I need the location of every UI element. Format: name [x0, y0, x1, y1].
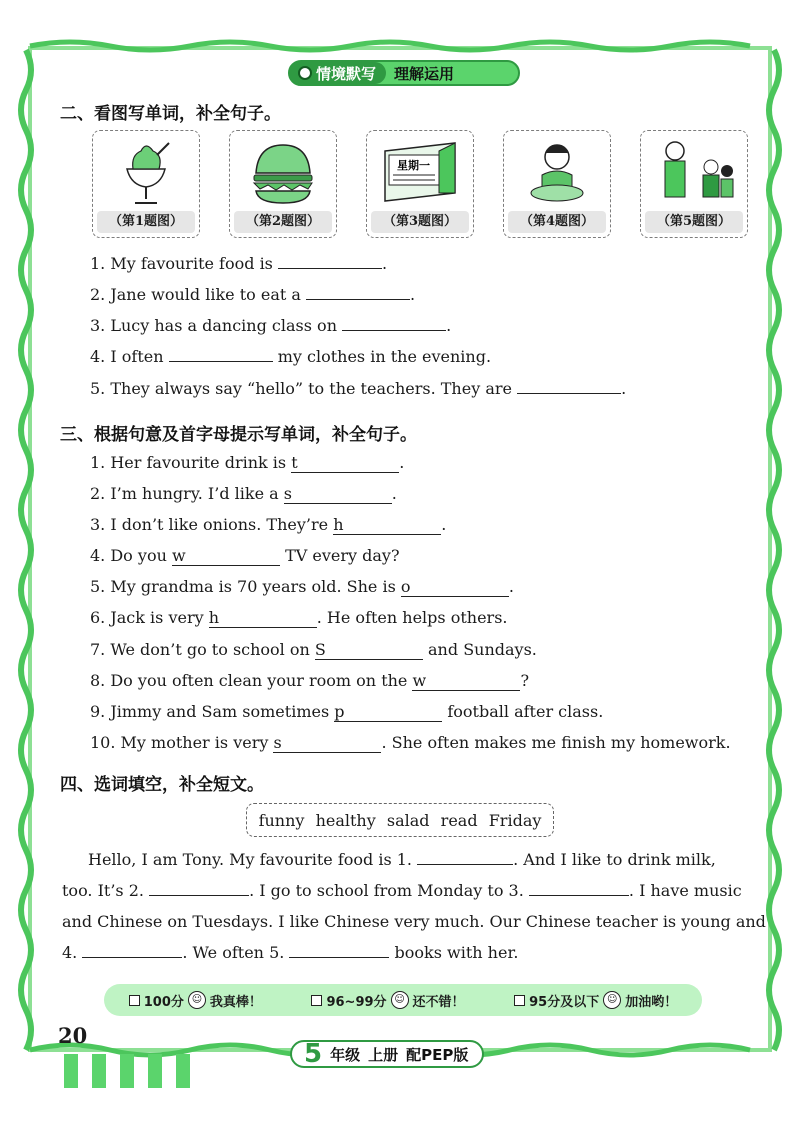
- calendar-icon: [371, 135, 469, 209]
- section2-title: 二、看图写单词，补全句子。: [60, 104, 281, 124]
- checkbox[interactable]: [514, 995, 525, 1006]
- hint-blank[interactable]: h: [209, 608, 317, 628]
- section4-title: 四、选词填空，补全短文。: [60, 775, 264, 795]
- self-rating-bar: [104, 984, 702, 1016]
- s3-item-9: 9. Jimmy and Sam sometimes p football after class.: [90, 702, 604, 721]
- picture-card-3: [366, 130, 474, 238]
- answer-blank[interactable]: [342, 317, 446, 331]
- picture-caption-5: （第5题图）: [645, 211, 743, 233]
- picture-row: [92, 130, 748, 240]
- s3-item-3: 3. I don’t like onions. They’re h .: [90, 515, 447, 534]
- hint-blank[interactable]: s: [284, 484, 392, 504]
- header-right-label: 理解运用: [394, 64, 455, 83]
- answer-blank[interactable]: [529, 882, 629, 896]
- checkbox[interactable]: [129, 995, 140, 1006]
- s2-item-2: 2. Jane would like to eat a .: [90, 285, 416, 304]
- s2-item-5: 5. They always say “hello” to the teachers. They are .: [90, 379, 627, 398]
- s3-item-8: 8. Do you often clean your room on the w ?: [90, 671, 530, 690]
- calendar-day-label: 星期一: [397, 159, 430, 172]
- s2-item-4: 4. I often my clothes in the evening.: [90, 347, 492, 366]
- passage-line-1: Hello, I am Tony. My favourite food is 1. . And I like to drink milk,: [88, 850, 716, 869]
- s3-item-1: 1. Her favourite drink is t .: [90, 453, 405, 472]
- hint-blank[interactable]: s: [273, 733, 381, 753]
- picture-card-4: [503, 130, 611, 238]
- word-bank-item: salad: [386, 810, 430, 830]
- answer-blank[interactable]: [517, 380, 621, 394]
- header-left-label: 情境默写: [316, 64, 377, 83]
- picture-caption-3: （第3题图）: [371, 211, 469, 233]
- answer-blank[interactable]: [306, 286, 410, 300]
- hint-blank[interactable]: p: [334, 702, 442, 722]
- word-bank-item: healthy: [315, 810, 376, 830]
- picture-card-5: [640, 130, 748, 238]
- section3-title: 三、根据句意及首字母提示写单词，补全句子。: [60, 425, 417, 445]
- picture-caption-2: （第2题图）: [234, 211, 332, 233]
- girl-washing-clothes-icon: [508, 135, 606, 209]
- passage-line-2: too. It’s 2. . I go to school from Monday to 3. . I have music: [62, 881, 742, 900]
- hint-blank[interactable]: o: [401, 577, 509, 597]
- header-left-tab: [290, 62, 386, 84]
- footer-stripes: [64, 1054, 190, 1088]
- s3-item-5: 5. My grandma is 70 years old. She is o .: [90, 577, 514, 596]
- picture-card-2: [229, 130, 337, 238]
- owl-icon: [298, 66, 312, 80]
- picture-caption-1: （第1题图）: [97, 211, 195, 233]
- word-bank: [246, 803, 554, 837]
- header-banner: [288, 60, 520, 86]
- cheer-face-icon: ☺: [603, 991, 621, 1009]
- hint-blank[interactable]: w: [412, 671, 520, 691]
- s3-item-7: 7. We don’t go to school on S and Sundays.: [90, 640, 537, 659]
- picture-card-1: [92, 130, 200, 238]
- hamburger-icon: [234, 135, 332, 209]
- word-bank-item: read: [440, 810, 478, 830]
- answer-blank[interactable]: [82, 944, 182, 958]
- s2-item-3: 3. Lucy has a dancing class on .: [90, 316, 452, 335]
- rating-option-3[interactable]: 95分及以下 ☺ 加油哟！: [514, 991, 677, 1010]
- s3-item-4: 4. Do you w TV every day?: [90, 546, 400, 565]
- rating-option-1[interactable]: 100分 ☺ 我真棒！: [129, 991, 262, 1010]
- s3-item-2: 2. I’m hungry. I’d like a s .: [90, 484, 397, 503]
- passage-line-4: 4. . We often 5. books with her.: [62, 943, 519, 962]
- hint-blank[interactable]: S: [315, 640, 423, 660]
- s2-item-1: 1. My favourite food is .: [90, 254, 388, 273]
- picture-caption-4: （第4题图）: [508, 211, 606, 233]
- page-number: 20: [58, 1023, 88, 1048]
- students-greeting-teacher-icon: [645, 135, 743, 209]
- hint-blank[interactable]: h: [333, 515, 441, 535]
- hint-blank[interactable]: w: [172, 546, 280, 566]
- smile-face-icon: ☺: [391, 991, 409, 1009]
- word-bank-item: funny: [258, 810, 305, 830]
- answer-blank[interactable]: [169, 348, 273, 362]
- s3-item-10: 10. My mother is very s . She often makes me finish my homework.: [90, 733, 731, 752]
- checkbox[interactable]: [311, 995, 322, 1006]
- answer-blank[interactable]: [149, 882, 249, 896]
- word-bank-item: Friday: [488, 810, 542, 830]
- thumbs-up-face-icon: ☺: [188, 991, 206, 1009]
- ice-cream-icon: [97, 135, 195, 209]
- hint-blank[interactable]: t: [291, 453, 399, 473]
- edition-label: 配PEP版: [406, 1045, 469, 1064]
- answer-blank[interactable]: [278, 255, 382, 269]
- term-label: 上册: [368, 1045, 399, 1064]
- passage-line-3: and Chinese on Tuesdays. I like Chinese very much. Our Chinese teacher is young and: [62, 912, 766, 931]
- answer-blank[interactable]: [289, 944, 389, 958]
- footer-band: [290, 1040, 484, 1068]
- answer-blank[interactable]: [417, 851, 513, 865]
- passage: [62, 844, 766, 968]
- rating-option-2[interactable]: 96~99分 ☺ 还不错！: [311, 991, 464, 1010]
- s3-item-6: 6. Jack is very h . He often helps others.: [90, 608, 508, 627]
- grade-number: 5: [304, 1039, 323, 1069]
- grade-label: 年级: [330, 1045, 361, 1064]
